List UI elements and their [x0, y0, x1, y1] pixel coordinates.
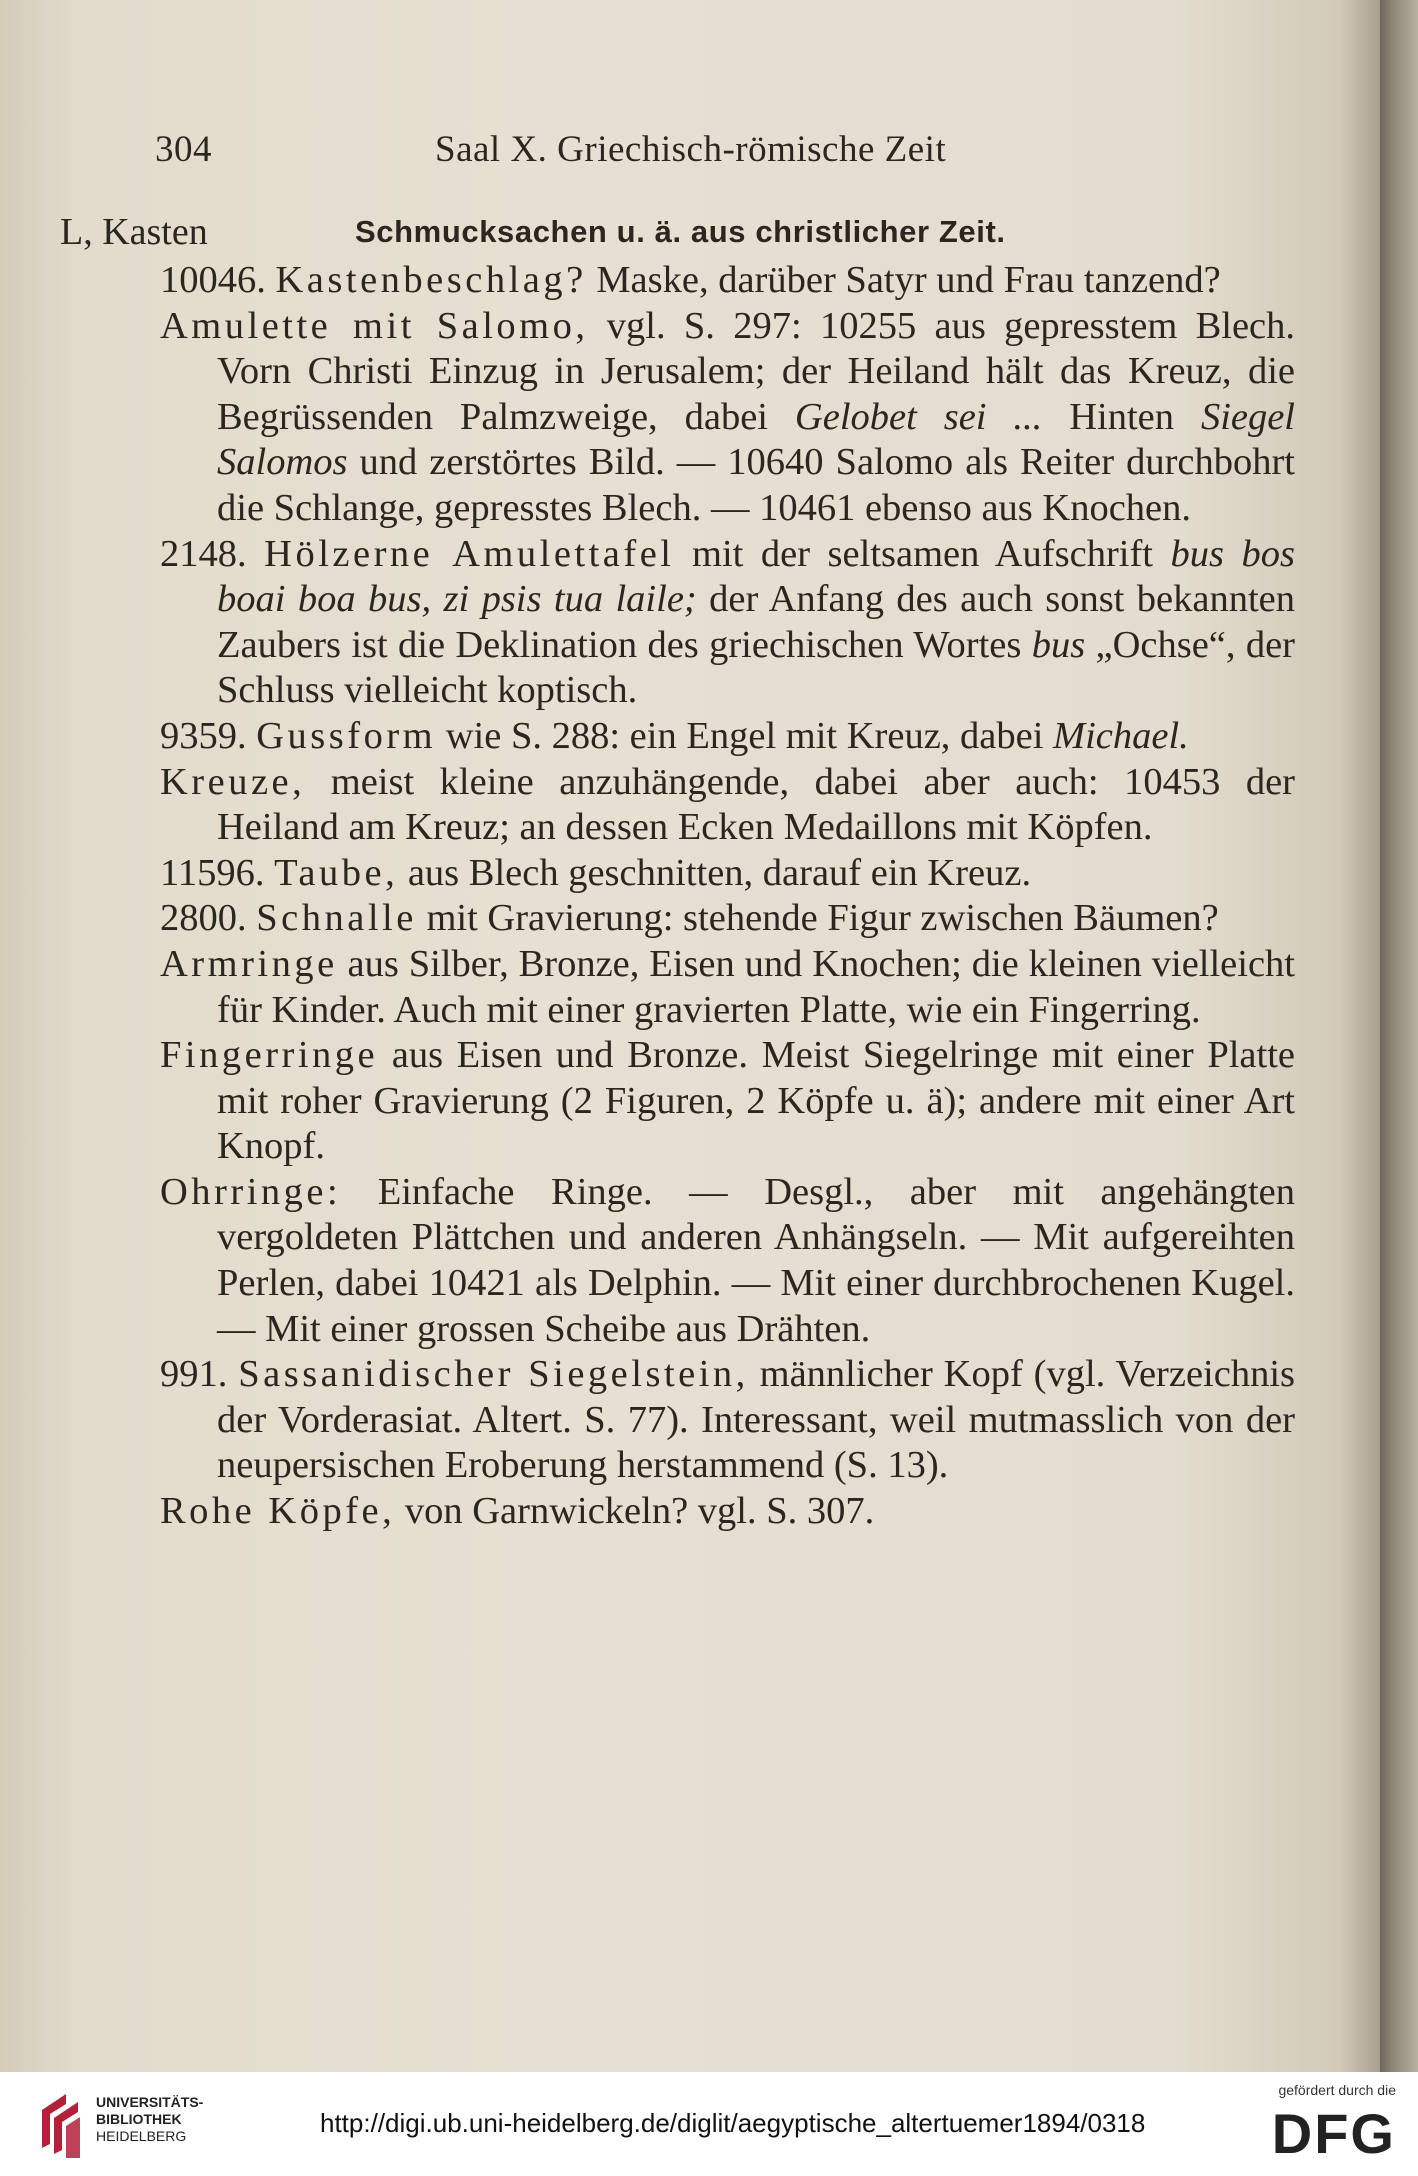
entry-title: Rohe Köpfe,	[160, 1490, 396, 1533]
entry-title: Amulette mit Salomo,	[160, 304, 589, 347]
book-gutter-edge	[1380, 0, 1418, 2072]
entry-text: wie S. 288: ein Engel mit Kreuz, dabei	[436, 714, 1054, 757]
entry-text: meist kleine anzuhängende, dabei aber auch: 10453 der Heiland am Kreuz; an dessen Ecken Medaillons mit Köpfen.	[217, 760, 1295, 849]
entry-title: Sassanidischer Siegelstein,	[238, 1353, 749, 1396]
library-name-line: BIBLIOTHEK	[96, 2111, 182, 2127]
catalogue-entry	[160, 1033, 1295, 1170]
catalogue-entry	[160, 714, 1295, 760]
catalogue-entry	[160, 532, 1295, 714]
entry-text: aus Eisen und Bronze. Meist Siegelringe mit einer Platte mit roher Gravierung (2 Figuren, 2 Köpfe u. ä); andere mit einer Art Knopf.	[217, 1034, 1295, 1168]
entry-text: Maske, darüber Satyr und Frau tanzend?	[586, 259, 1221, 301]
entry-title: Ohrringe:	[160, 1170, 342, 1213]
catalogue-entry	[160, 760, 1295, 851]
catalogue-entry	[160, 896, 1295, 942]
running-title: Saal X. Griechisch-römische Zeit	[435, 129, 947, 170]
library-name-line: UNIVERSITÄTS-	[96, 2094, 204, 2110]
library-name	[96, 2094, 203, 2145]
entry-title: Fingerringe	[160, 1034, 379, 1077]
entry-number: 11596.	[160, 851, 275, 894]
entry-text: Einfache Ringe. — Desgl., aber mit angehängten vergoldeten Plättchen und anderen Anhängseln. — Mit aufgereihten Perlen, dabei 10421 als Delphin. — Mit einer durchbrochenen Kugel. — Mit einer grossen Scheibe aus Drähten.	[217, 1170, 1295, 1350]
entry-title: Kastenbeschlag?	[275, 259, 587, 301]
entry-text: mit Gravierung: stehende Figur zwischen Bäumen?	[416, 897, 1219, 940]
catalogue-entry	[160, 1489, 1295, 1535]
catalogue-entry	[160, 304, 1295, 532]
entry-inscription: bus	[1031, 623, 1086, 666]
entry-inscription: Gelobet sei ...	[794, 395, 1043, 438]
entry-text: mit der seltsamen Aufschrift	[674, 532, 1171, 575]
catalogue-entry	[160, 851, 1295, 897]
catalogue-entries	[160, 258, 1295, 1535]
entry-text: männlicher Kopf (vgl. Verzeichnis der Vorderasiat. Altert. S. 77). Interessant, weil mutmasslich von der neupersischen Eroberung herstammend (S. 13).	[217, 1353, 1295, 1487]
entry-number: 10046.	[160, 259, 276, 301]
entry-title: Taube,	[274, 851, 399, 894]
catalogue-entry	[160, 1352, 1295, 1489]
entry-title: Hölzerne Amulettafel	[264, 532, 675, 575]
entry-title: Gussform	[256, 714, 437, 757]
entry-text: Hinten	[1042, 395, 1201, 438]
entry-number: 2800.	[160, 897, 257, 940]
entry-number: 991.	[160, 1353, 239, 1396]
entry-inscription: bus bos boai boa bus, zi psis tua laile;	[217, 532, 1295, 621]
entry-title: Kreuze,	[160, 760, 306, 803]
entry-text: der Anfang des auch sonst bekannten Zaubers ist die Deklination des griechischen Wortes	[217, 578, 1295, 666]
funding-note: gefördert durch die	[1278, 2082, 1396, 2098]
section-title: Schmucksachen u. ä. aus christlicher Zeit.	[355, 214, 1006, 249]
catalogue-entry	[160, 942, 1295, 1033]
entry-inscription: Michael.	[1053, 714, 1189, 757]
permalink-url[interactable]: http://digi.ub.uni-heidelberg.de/diglit/aegyptische_altertuemer1894/0318	[320, 2108, 1146, 2138]
footer-bar	[0, 2072, 1418, 2176]
catalogue-entry	[160, 258, 1295, 304]
entry-title: Schnalle	[256, 897, 417, 940]
entry-number: 9359.	[160, 714, 257, 757]
catalogue-entry	[160, 1170, 1295, 1352]
entry-text: aus Blech geschnitten, darauf ein Kreuz.	[398, 851, 1032, 894]
location-label: L, Kasten	[60, 211, 208, 253]
library-name-line: HEIDELBERG	[96, 2128, 187, 2144]
entry-text: von Garnwickeln? vgl. S. 307.	[395, 1490, 875, 1533]
entry-text: vgl. S. 297: 10255 aus gepresstem Blech. Vorn Christi Einzug in Jerusalem; der Heiland hält das Kreuz, die Begrüssenden Palmzweige, dabei	[217, 304, 1296, 438]
entry-title: Armringe	[160, 942, 338, 985]
page-number: 304	[155, 129, 212, 170]
entry-inscription: Siegel Salomos	[217, 395, 1296, 484]
entry-text: „Ochse“, der Schluss vielleicht koptisch.	[217, 623, 1295, 712]
entry-text: aus Silber, Bronze, Eisen und Knochen; die kleinen vielleicht für Kinder. Auch mit einer gravierten Platte, wie ein Fingerring.	[217, 942, 1295, 1031]
entry-text: und zerstörtes Bild. — 10640 Salomo als Reiter durchbohrt die Schlange, gepresstes Blech. — 10461 ebenso aus Knochen.	[217, 441, 1295, 529]
entry-number: 2148.	[160, 532, 265, 575]
dfg-logo: DFG	[1271, 2102, 1396, 2165]
university-library-logo-icon	[36, 2088, 84, 2160]
